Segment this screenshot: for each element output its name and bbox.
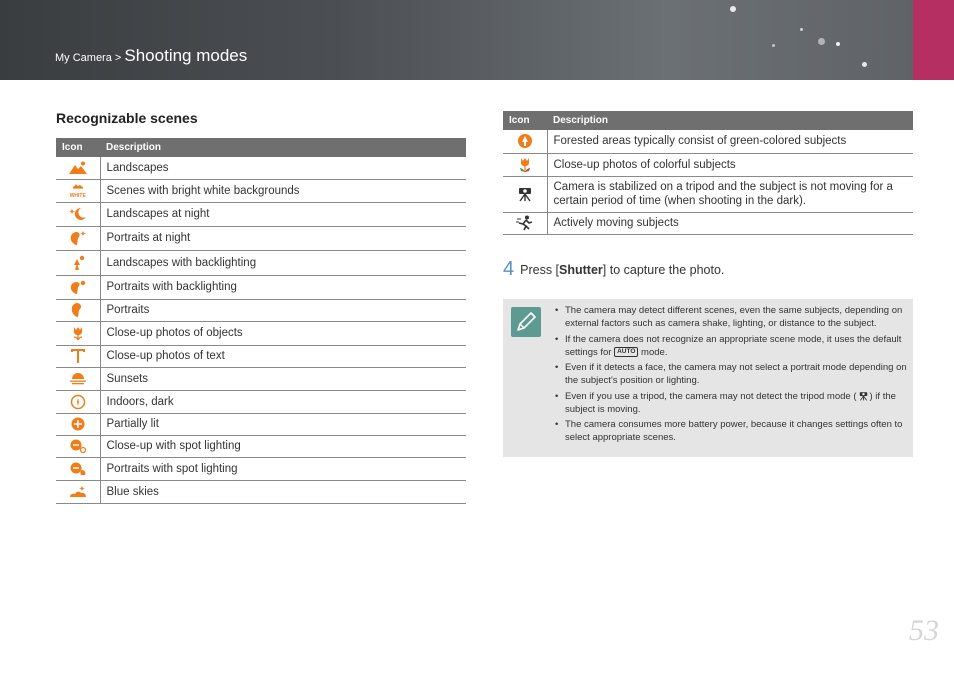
description-cell: Camera is stabilized on a tripod and the subject is not moving for a certain period of time (when shooting in the dark). bbox=[547, 176, 913, 212]
note-box bbox=[503, 299, 913, 457]
icon-cell bbox=[56, 275, 100, 299]
description-cell: Portraits with backlighting bbox=[100, 275, 466, 299]
macro-icon bbox=[68, 325, 88, 341]
description-cell: Close-up with spot lighting bbox=[100, 435, 466, 457]
description-cell: Actively moving subjects bbox=[547, 212, 913, 234]
table-row bbox=[56, 157, 466, 179]
icon-cell bbox=[56, 345, 100, 367]
table-header-row bbox=[56, 138, 466, 157]
description-cell: Landscapes at night bbox=[100, 202, 466, 226]
header-sparkle bbox=[836, 42, 840, 46]
icon-cell bbox=[56, 367, 100, 390]
icon-cell bbox=[56, 250, 100, 275]
indoor-dark-icon bbox=[68, 394, 88, 410]
description-cell: Scenes with bright white backgrounds bbox=[100, 179, 466, 202]
icon-cell bbox=[56, 413, 100, 435]
note-list bbox=[555, 304, 907, 447]
icon-cell bbox=[56, 299, 100, 321]
breadcrumb bbox=[55, 46, 247, 66]
scene-table-left bbox=[56, 138, 466, 504]
pencil-note-icon bbox=[511, 307, 541, 337]
header-sparkle bbox=[772, 44, 775, 47]
sunset-icon bbox=[68, 371, 88, 387]
table-row bbox=[56, 179, 466, 202]
table-row bbox=[56, 226, 466, 250]
table-row bbox=[56, 345, 466, 367]
description-cell: Portraits bbox=[100, 299, 466, 321]
description-cell: Portraits with spot lighting bbox=[100, 457, 466, 480]
table-row bbox=[56, 250, 466, 275]
description-cell: Landscapes bbox=[100, 157, 466, 179]
table-row bbox=[503, 176, 913, 212]
icon-cell bbox=[503, 212, 547, 234]
table-row bbox=[503, 130, 913, 153]
icon-cell bbox=[503, 176, 547, 212]
table-row bbox=[503, 153, 913, 176]
breadcrumb-current: Shooting modes bbox=[124, 46, 248, 65]
header-sparkle bbox=[818, 38, 825, 45]
breadcrumb-parent[interactable]: My Camera > bbox=[55, 52, 122, 64]
spot-macro-icon bbox=[68, 438, 88, 454]
icon-cell bbox=[56, 226, 100, 250]
forest-icon bbox=[515, 133, 535, 149]
header-sparkle bbox=[800, 28, 803, 31]
table-row bbox=[56, 321, 466, 345]
tripod-icon bbox=[857, 391, 870, 401]
icon-cell bbox=[56, 480, 100, 503]
table-row bbox=[56, 202, 466, 226]
partial-light-icon bbox=[68, 416, 88, 432]
table-row bbox=[56, 275, 466, 299]
page-header bbox=[0, 0, 954, 80]
text-icon bbox=[68, 348, 88, 364]
table-row bbox=[56, 413, 466, 435]
header-accent bbox=[913, 0, 954, 80]
description-cell: Indoors, dark bbox=[100, 390, 466, 413]
description-cell: Close-up photos of text bbox=[100, 345, 466, 367]
color-macro-icon bbox=[515, 157, 535, 173]
page-number: 53 bbox=[909, 614, 939, 647]
table-row bbox=[56, 367, 466, 390]
table-row bbox=[503, 212, 913, 234]
description-cell: Close-up photos of colorful subjects bbox=[547, 153, 913, 176]
description-column-header: Description bbox=[100, 138, 466, 157]
section-title: Recognizable scenes bbox=[56, 110, 198, 126]
table-row bbox=[56, 390, 466, 413]
icon-cell bbox=[56, 435, 100, 457]
portrait-icon bbox=[68, 302, 88, 318]
backlight-landscape-icon bbox=[68, 255, 88, 271]
description-cell: Partially lit bbox=[100, 413, 466, 435]
table-row bbox=[56, 457, 466, 480]
icon-cell bbox=[56, 457, 100, 480]
white-scene-icon: WHITE bbox=[68, 183, 88, 199]
step-text: Press [Shutter] to capture the photo. bbox=[520, 262, 725, 277]
icon-cell bbox=[56, 179, 100, 202]
note-item: • Even if it detects a face, the camera may not select a portrait mode depending on the subject's position or lighting. bbox=[555, 361, 907, 387]
icon-cell bbox=[56, 390, 100, 413]
night-landscape-icon bbox=[68, 206, 88, 222]
blue-sky-icon bbox=[68, 484, 88, 500]
header-sparkle bbox=[730, 6, 736, 12]
icon-column-header: Icon bbox=[503, 111, 547, 130]
table-row bbox=[56, 299, 466, 321]
note-item: • If the camera does not recognize an appropriate scene mode, it uses the default settings for AUTO mode. bbox=[555, 333, 907, 359]
backlight-portrait-icon bbox=[68, 279, 88, 295]
description-column-header: Description bbox=[547, 111, 913, 130]
note-item: • Even if you use a tripod, the camera may not detect the tripod mode ( ) if the subject is moving. bbox=[555, 390, 907, 416]
description-cell: Close-up photos of objects bbox=[100, 321, 466, 345]
description-cell: Landscapes with backlighting bbox=[100, 250, 466, 275]
description-cell: Blue skies bbox=[100, 480, 466, 503]
landscape-icon bbox=[68, 160, 88, 176]
step-number: 4 bbox=[503, 258, 515, 280]
description-cell: Sunsets bbox=[100, 367, 466, 390]
tripod-icon bbox=[515, 186, 535, 202]
description-cell: Forested areas typically consist of green-colored subjects bbox=[547, 130, 913, 153]
icon-cell bbox=[56, 202, 100, 226]
step-instruction bbox=[503, 258, 724, 281]
note-item: • The camera consumes more battery power, because it changes settings often to select appropriate scenes. bbox=[555, 418, 907, 444]
icon-column-header: Icon bbox=[56, 138, 100, 157]
table-header-row bbox=[503, 111, 913, 130]
scene-table-right bbox=[503, 111, 913, 235]
icon-cell bbox=[503, 130, 547, 153]
shutter-label: Shutter bbox=[559, 262, 603, 277]
icon-cell bbox=[56, 321, 100, 345]
note-item: • The camera may detect different scenes, even the same subjects, depending on external factors such as camera shake, lighting, or distance to the subject. bbox=[555, 304, 907, 330]
table-row bbox=[56, 480, 466, 503]
table-row bbox=[56, 435, 466, 457]
action-icon bbox=[515, 215, 535, 231]
header-sparkle bbox=[862, 62, 867, 67]
icon-cell bbox=[56, 157, 100, 179]
spot-portrait-icon bbox=[68, 461, 88, 477]
description-cell: Portraits at night bbox=[100, 226, 466, 250]
auto-mode-icon: AUTO bbox=[614, 347, 638, 357]
icon-cell bbox=[503, 153, 547, 176]
night-portrait-icon bbox=[68, 230, 88, 246]
